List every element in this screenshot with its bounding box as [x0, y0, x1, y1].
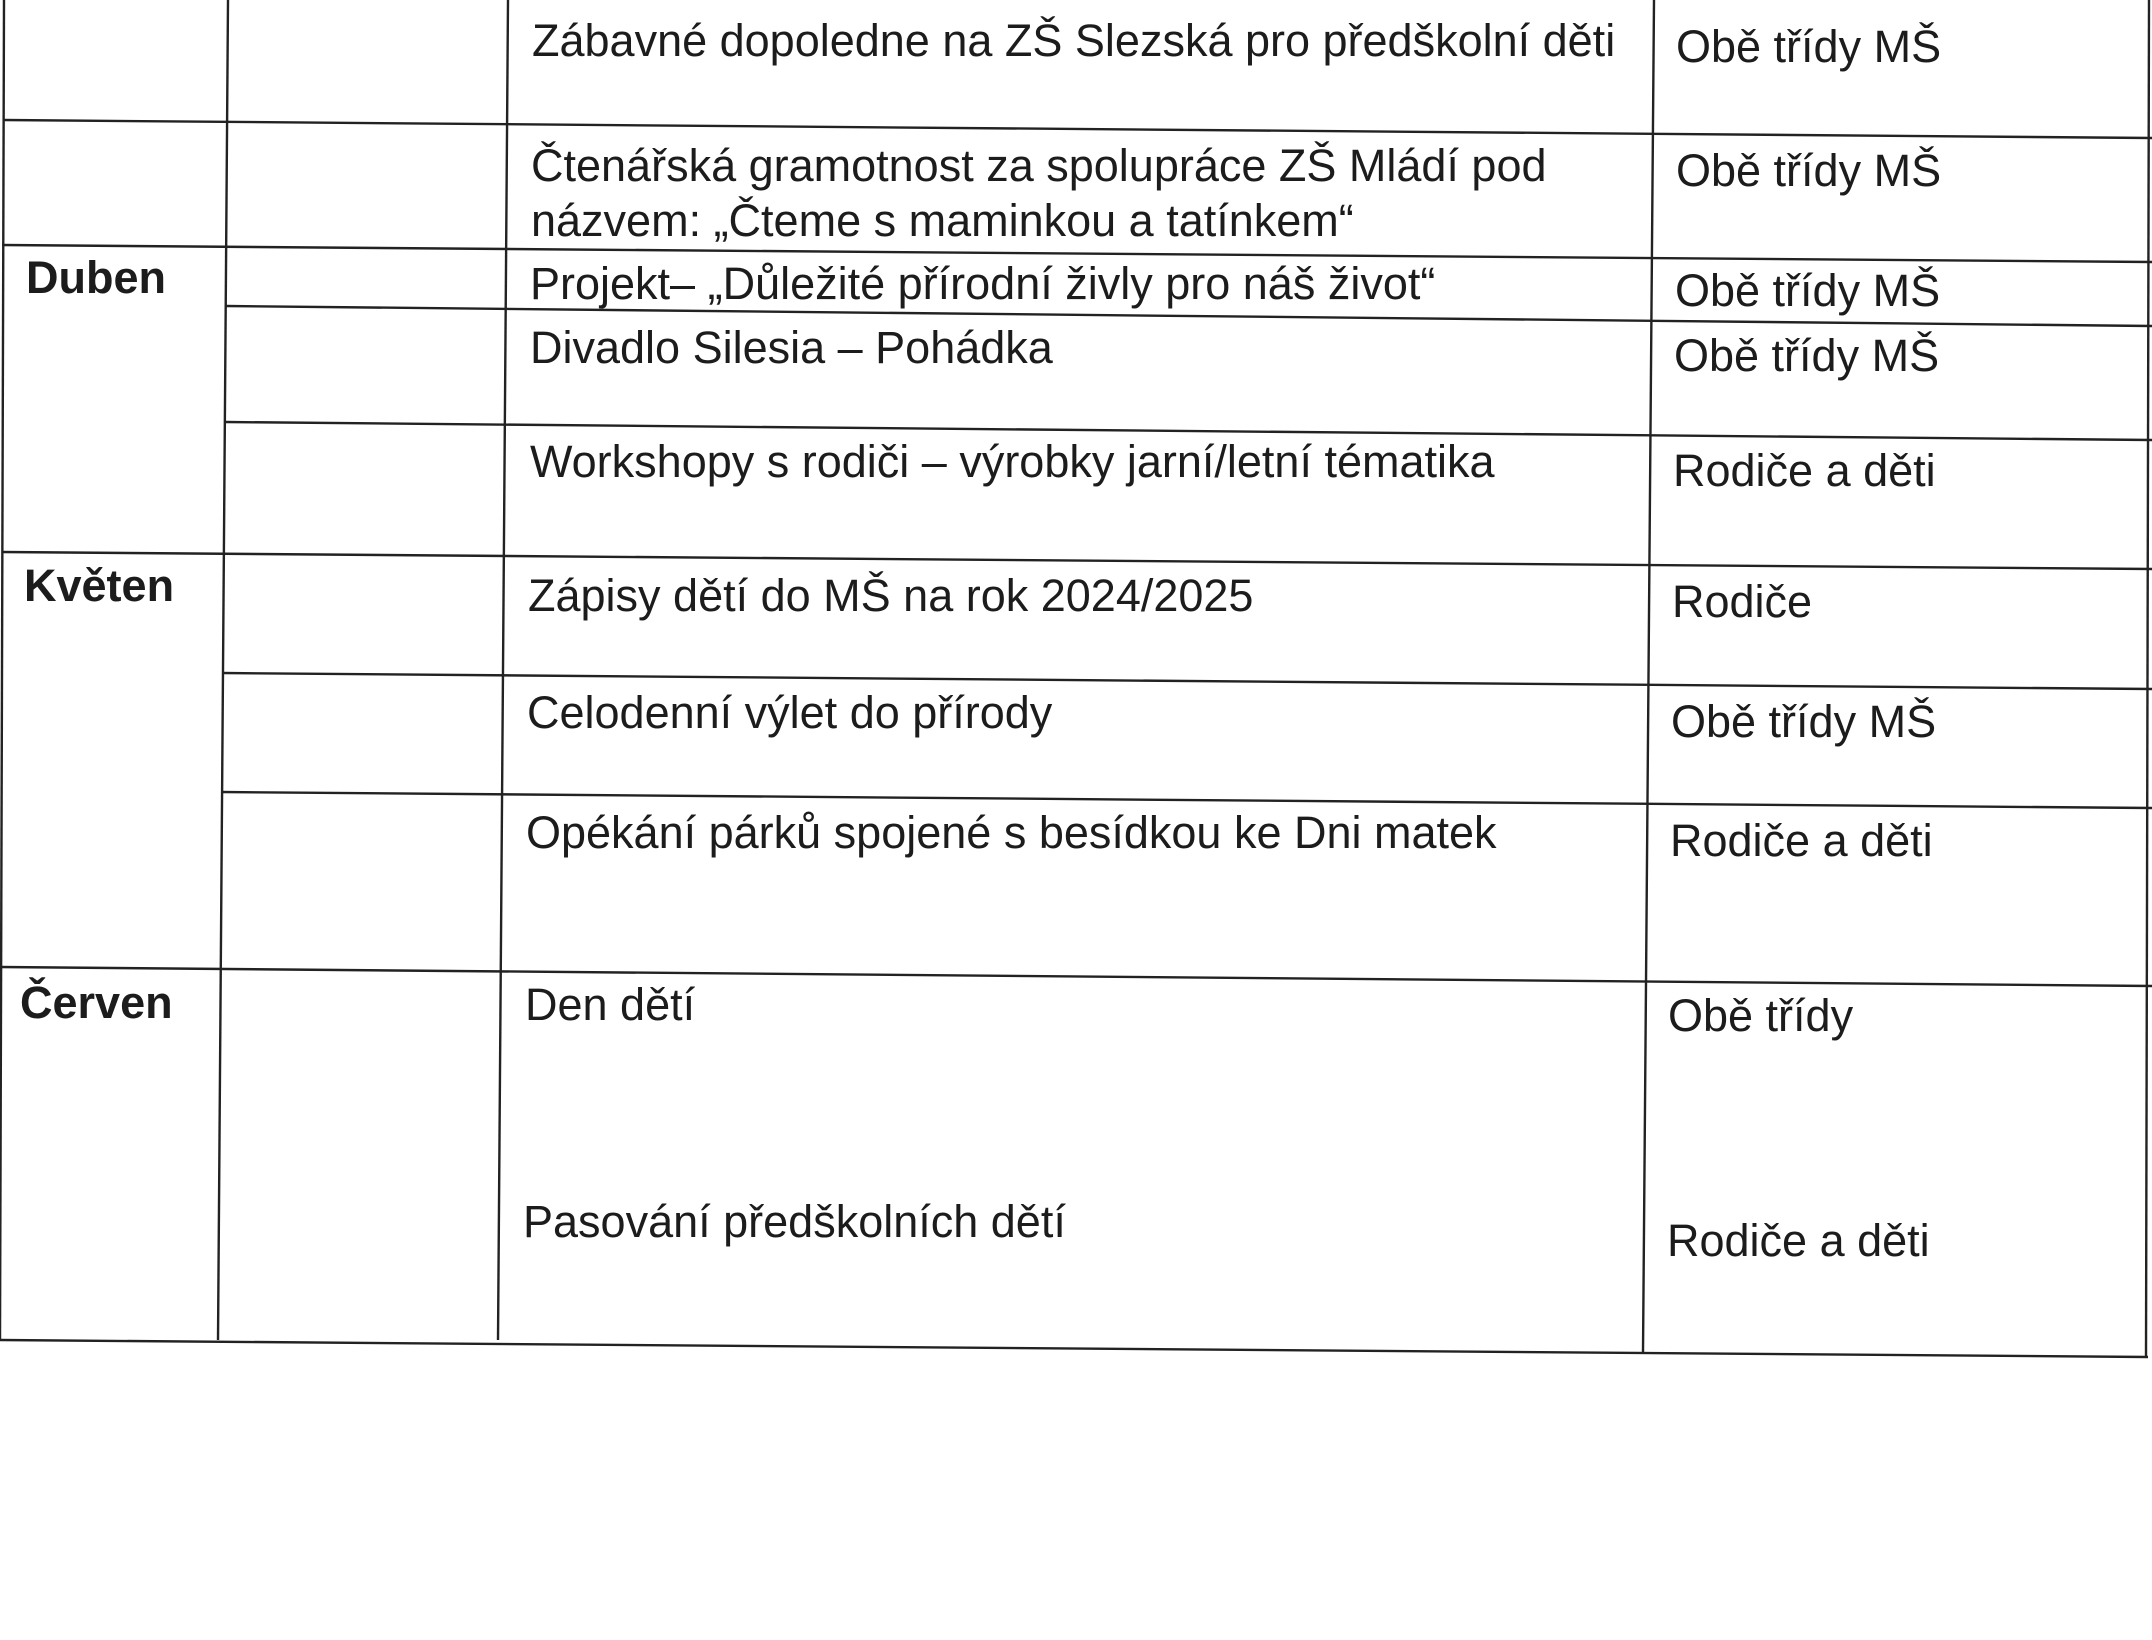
table-cell-event: Zábavné dopoledne na ZŠ Slezská pro předškolní děti — [532, 15, 1616, 66]
table-cell-event: Den dětí — [525, 979, 696, 1030]
table-cell-participants: Obě třídy MŠ — [1674, 330, 1940, 381]
table-cell-participants: Obě třídy MŠ — [1675, 265, 1941, 316]
table-cell-event: Workshopy s rodiči – výrobky jarní/letní tématika — [530, 436, 1495, 487]
table-cell-participants: Obě třídy MŠ — [1671, 696, 1937, 747]
table-cell-participants: Rodiče a děti — [1670, 815, 1933, 866]
table-cell-event: názvem: „Čteme s maminkou a tatínkem“ — [531, 195, 1354, 246]
table-cell-event: Čtenářská gramotnost za spolupráce ZŠ Mládí pod — [531, 140, 1547, 191]
table-cell-event: Zápisy dětí do MŠ na rok 2024/2025 — [528, 570, 1254, 621]
table-cell-participants: Rodiče a děti — [1667, 1215, 1930, 1266]
table-cell-event: Projekt– „Důležité přírodní živly pro náš život“ — [530, 258, 1436, 309]
table-cell-participants: Obě třídy — [1668, 990, 1854, 1041]
month-label: Duben — [26, 252, 166, 303]
row-border — [0, 1340, 2148, 1357]
col-border-right — [2146, 0, 2149, 1357]
table-cell-participants: Obě třídy MŠ — [1676, 145, 1942, 196]
table-cell-participants: Obě třídy MŠ — [1676, 21, 1942, 72]
month-label: Květen — [24, 560, 175, 611]
row-border — [222, 673, 2152, 689]
col-border-3 — [1643, 0, 1654, 1352]
month-label: Červen — [20, 977, 173, 1028]
col-border-left — [0, 0, 4, 1340]
table-cell-event: Pasování předškolních dětí — [523, 1196, 1066, 1247]
table-cell-event: Divadlo Silesia – Pohádka — [530, 322, 1053, 373]
table-cell-event: Opékání párků spojené s besídkou ke Dni matek — [526, 807, 1497, 858]
row-border — [4, 120, 2152, 138]
table-cell-event: Celodenní výlet do přírody — [527, 687, 1053, 738]
row-border — [0, 967, 2152, 986]
col-border-2 — [498, 0, 508, 1340]
col-border-1 — [218, 0, 228, 1340]
table-cell-participants: Rodiče a děti — [1673, 445, 1936, 496]
table-cell-participants: Rodiče — [1672, 576, 1813, 627]
